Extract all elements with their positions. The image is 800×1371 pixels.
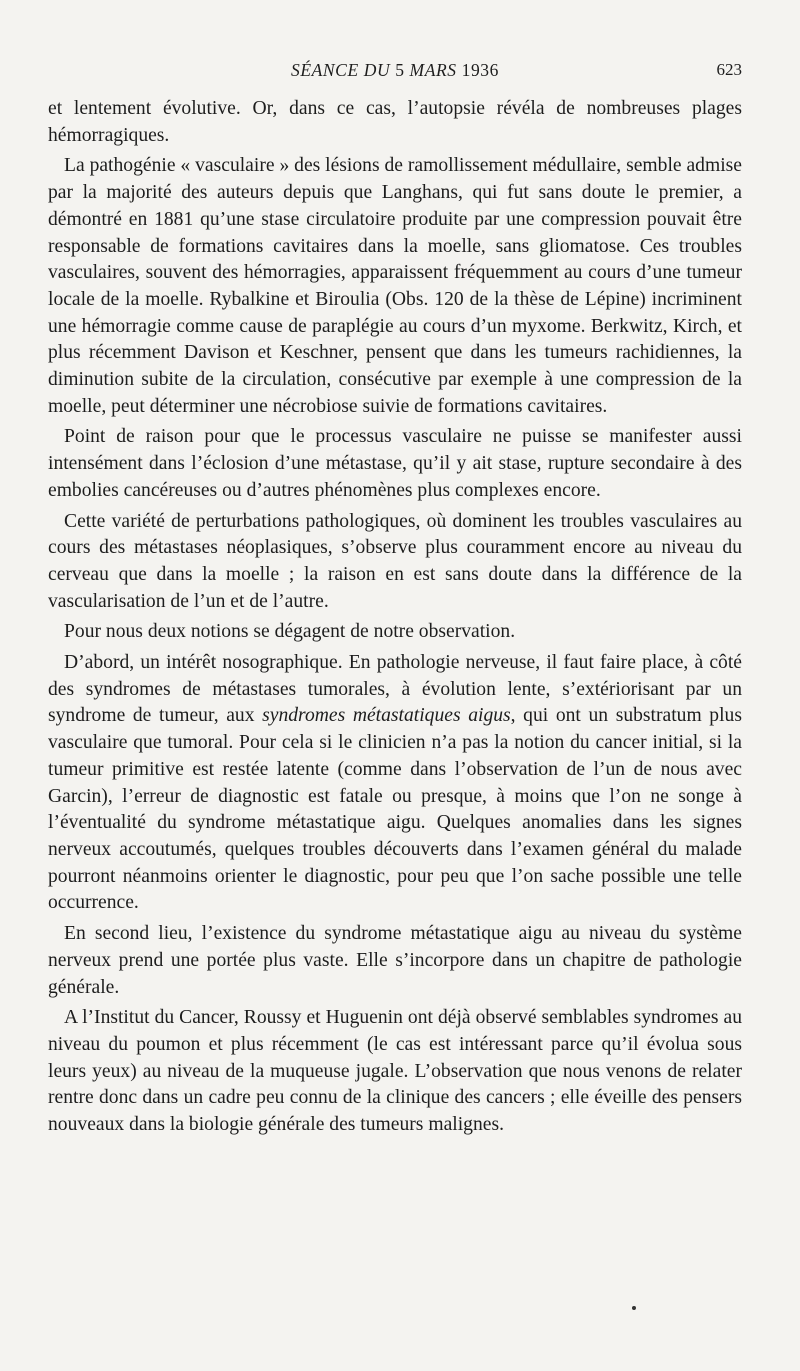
page-mark [632, 1306, 636, 1310]
paragraph-institut-cancer: A l’Institut du Cancer, Roussy et Huguenin ont déjà observé semblables syndromes au niveau du poumon et plus récemment (le cas est intéressant parce qu’il évolua sous leurs yeux) au niveau de la muqueuse jugale. L’observation que nous venons de relater rentre donc dans un cadre peu connu de la clinique des cancers ; elle éveille des pensers nouveaux dans la biologie générale des tumeurs malignes. [48, 1007, 742, 1136]
paragraph-pathogenie: La pathogénie « vasculaire » des lésions de ramollissement médullaire, semble admise par la majorité des auteurs depuis que Langhans, qui fut sans doute le premier, a démontré en 1881 qu’une stase circulatoire produite par une compression pouvait être responsable de formations cavitaires dans la moelle, sans gliomatose. Ces troubles vasculaires, souvent des hémorragies, apparaissent fréquemment au cours d’une tumeur locale de la moelle. Rybalkine et Biroulia (Obs. 120 de la thèse de Lépine) incriminent une hémorragie comme cause de paraplégie au cours d’un myxome. Berkwitz, Kirch, et plus récemment Davison et Keschner, pensent que dans les tumeurs rachidiennes, la diminution subite de la circulation, consécutive par exemple à une compression de la moelle, peut déterminer une nécrobiose suivie de formations cavitaires. [48, 155, 742, 417]
paragraph-second-lieu: En second lieu, l’existence du syndrome métastatique aigu au niveau du système nerveux prend une portée plus vaste. Elle s’incorpore dans un chapitre de pathologie générale. [48, 923, 742, 998]
page-number: 623 [716, 60, 742, 79]
paragraph-processus-vasculaire: Point de raison pour que le processus vasculaire ne puisse se manifester aussi intensément dans l’éclosion d’une métastase, qu’il y ait stase, rupture secondaire à des embolies cancéreuses ou d’autres phénomènes plus complexes encore. [48, 426, 742, 501]
title-year: 1936 [461, 60, 500, 80]
paragraph-deux-notions: Pour nous deux notions se dégagent de notre observation. [64, 621, 516, 643]
nosographique-text-a: D’abord, un intérêt nosographique. En pathologie nerveuse, il faut faire place, à côté des syndromes de métastases tumorales, à évolution lente, s’extériorisant par un syndrome de tumeur, aux [48, 652, 742, 727]
paragraph-continuation: et lentement évolutive. Or, dans ce cas, l’autopsie révéla de nombreuses plages hémorragiques. [48, 98, 742, 146]
body-text [48, 96, 742, 1143]
running-title [48, 60, 742, 81]
nosographique-emphasis: syndromes métastatiques aigus [262, 705, 511, 727]
title-day: 5 [395, 60, 405, 80]
paragraph-nosographique [48, 650, 742, 917]
title-month: MARS [404, 60, 462, 80]
running-header [48, 60, 742, 84]
title-prefix: SÉANCE DU [290, 60, 396, 80]
paragraph-perturbations: Cette variété de perturbations pathologiques, où dominent les troubles vasculaires au cours des métastases néoplasiques, s’observe plus couramment encore au niveau du cerveau que dans la moelle ; la raison en est sans doute dans la différence de la vascularisation de l’un et de l’autre. [48, 510, 742, 612]
nosographique-text-b: , qui ont un substratum plus vasculaire que tumoral. Pour cela si le clinicien n’a pas la notion du cancer initial, si la tumeur primitive est restée latente (comme dans l’observation de l’un de nous avec Garcin), l’erreur de diagnostic est fatale ou presque, à moins que l’on ne songe à l’éventualité du syndrome métastatique aigu. Quelques anomalies dans les signes nerveux accoutumés, quelques troubles découverts dans l’examen général du malade pourront néanmoins orienter le diagnostic, pour peu que l’on sache possible une telle occurrence. [48, 705, 742, 914]
